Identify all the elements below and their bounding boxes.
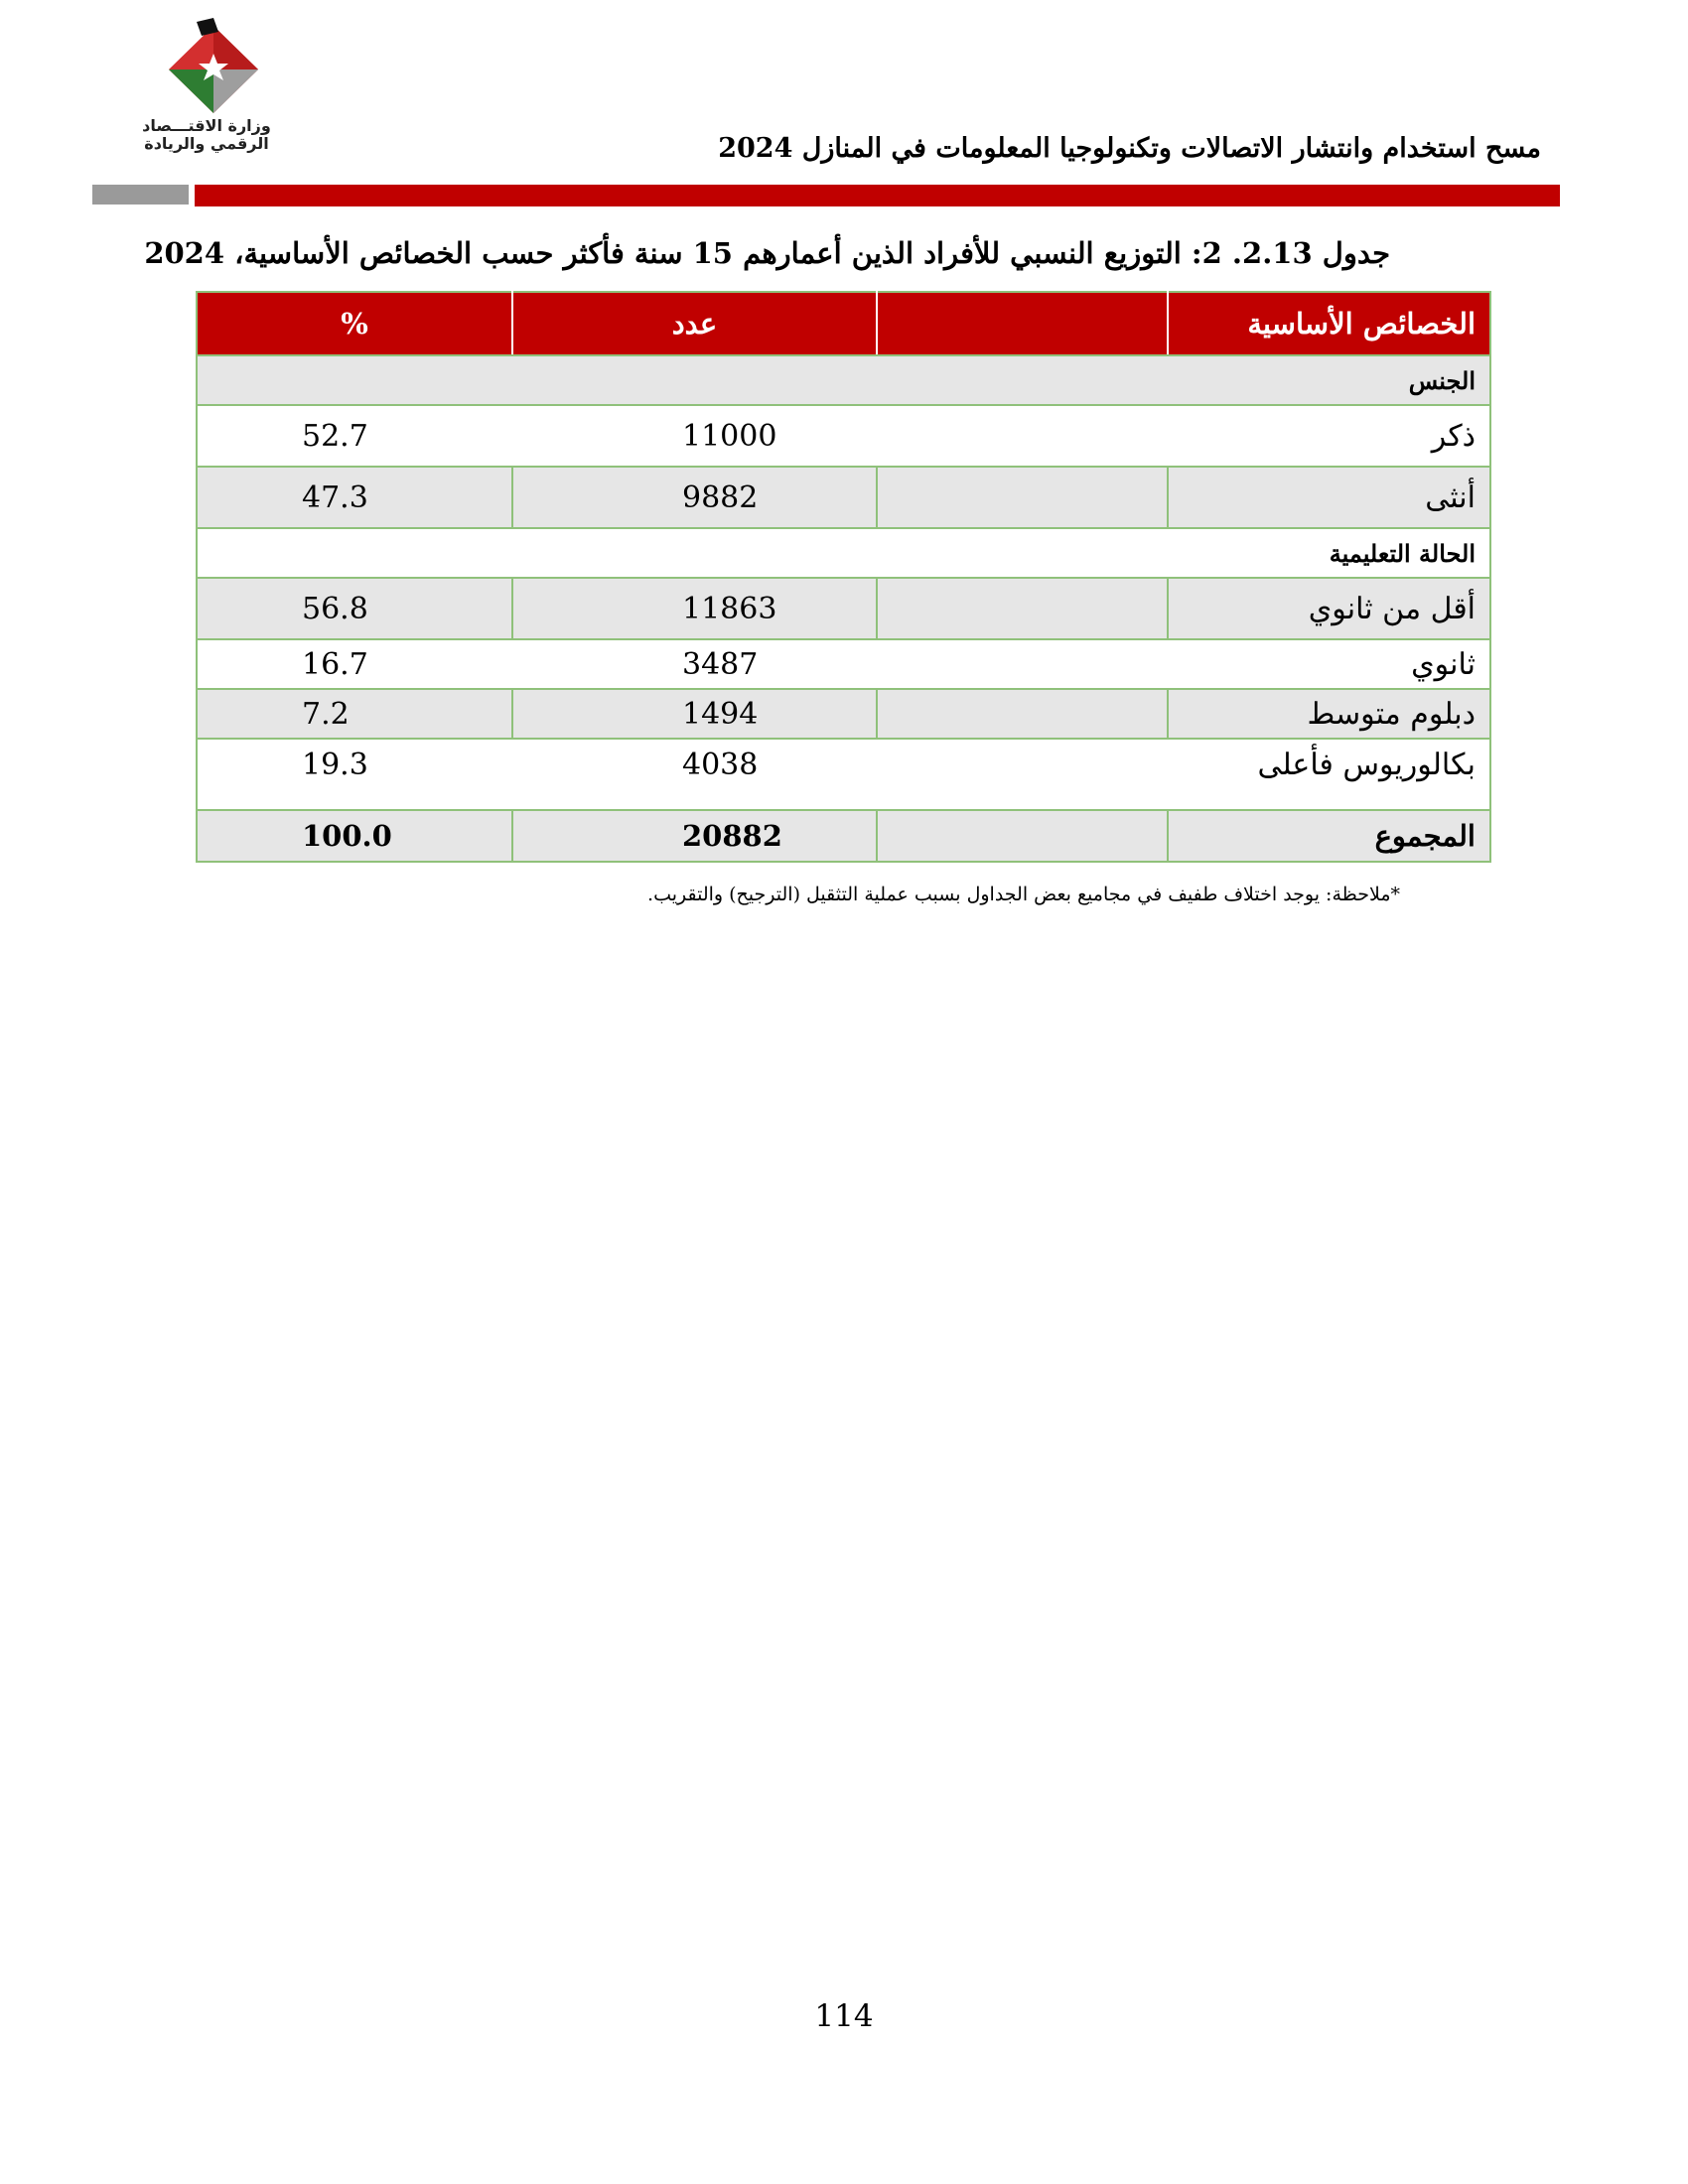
header-grey-bar [92, 185, 189, 205]
section-label: الجنس [1168, 355, 1490, 405]
row-count: 11000 [512, 405, 877, 467]
row-label: بكالوريوس فأعلى [1168, 739, 1490, 810]
blank-cell [512, 355, 877, 405]
table-row [197, 739, 1490, 810]
page-number: 114 [814, 1998, 874, 2034]
blank-cell [197, 355, 512, 405]
section-row-gender [197, 355, 1490, 405]
row-percent: 19.3 [197, 739, 512, 810]
table-caption: جدول 2.13. 2: التوزيع النسبي للأفراد الذين أعمارهم 15 سنة فأكثر حسب الخصائص الأساسية، 2024 [144, 236, 1390, 270]
header-percent: % [197, 292, 512, 355]
blank-cell [877, 405, 1168, 467]
row-count: 9882 [512, 467, 877, 528]
row-label: ذكر [1168, 405, 1490, 467]
blank-cell [877, 739, 1168, 810]
row-count: 1494 [512, 689, 877, 739]
row-count: 4038 [512, 739, 877, 810]
header-blank [877, 292, 1168, 355]
table-row [197, 467, 1490, 528]
total-count: 20882 [512, 810, 877, 862]
blank-cell [877, 810, 1168, 862]
table-row [197, 689, 1490, 739]
total-label: المجموع [1168, 810, 1490, 862]
table-row [197, 578, 1490, 639]
row-percent: 56.8 [197, 578, 512, 639]
row-label: أنثى [1168, 467, 1490, 528]
section-label: الحالة التعليمية [1168, 528, 1490, 578]
table-note: *ملاحظة: يوجد اختلاف طفيف في مجاميع بعض الجداول بسبب عملية التثقيل (الترجيح) والتقريب. [647, 884, 1400, 905]
table-row [197, 639, 1490, 689]
header-red-bar [195, 185, 1560, 206]
jordan-emblem-icon [139, 18, 288, 127]
blank-cell [197, 528, 512, 578]
row-label: دبلوم متوسط [1168, 689, 1490, 739]
blank-cell [877, 528, 1168, 578]
table-header-row [197, 292, 1490, 355]
blank-cell [877, 639, 1168, 689]
row-label: ثانوي [1168, 639, 1490, 689]
logo-line-1: وزارة الاقتـــصاد [142, 116, 271, 135]
logo-line-2: الرقمي والريادة [144, 134, 269, 153]
row-count: 3487 [512, 639, 877, 689]
data-table-container [198, 291, 1491, 863]
blank-cell [877, 467, 1168, 528]
blank-cell [877, 578, 1168, 639]
row-label: أقل من ثانوي [1168, 578, 1490, 639]
header-count: عدد [512, 292, 877, 355]
logo-text [127, 117, 286, 153]
row-percent: 47.3 [197, 467, 512, 528]
report-title: مسح استخدام وانتشار الاتصالات وتكنولوجيا المعلومات في المنازل 2024 [718, 133, 1541, 164]
header-characteristics: الخصائص الأساسية [1168, 292, 1490, 355]
total-percent: 100.0 [197, 810, 512, 862]
total-row [197, 810, 1490, 862]
row-percent: 52.7 [197, 405, 512, 467]
row-count: 11863 [512, 578, 877, 639]
table-row [197, 405, 1490, 467]
blank-cell [512, 528, 877, 578]
section-row-education [197, 528, 1490, 578]
blank-cell [877, 689, 1168, 739]
row-percent: 7.2 [197, 689, 512, 739]
characteristics-table [196, 291, 1491, 863]
row-percent: 16.7 [197, 639, 512, 689]
blank-cell [877, 355, 1168, 405]
